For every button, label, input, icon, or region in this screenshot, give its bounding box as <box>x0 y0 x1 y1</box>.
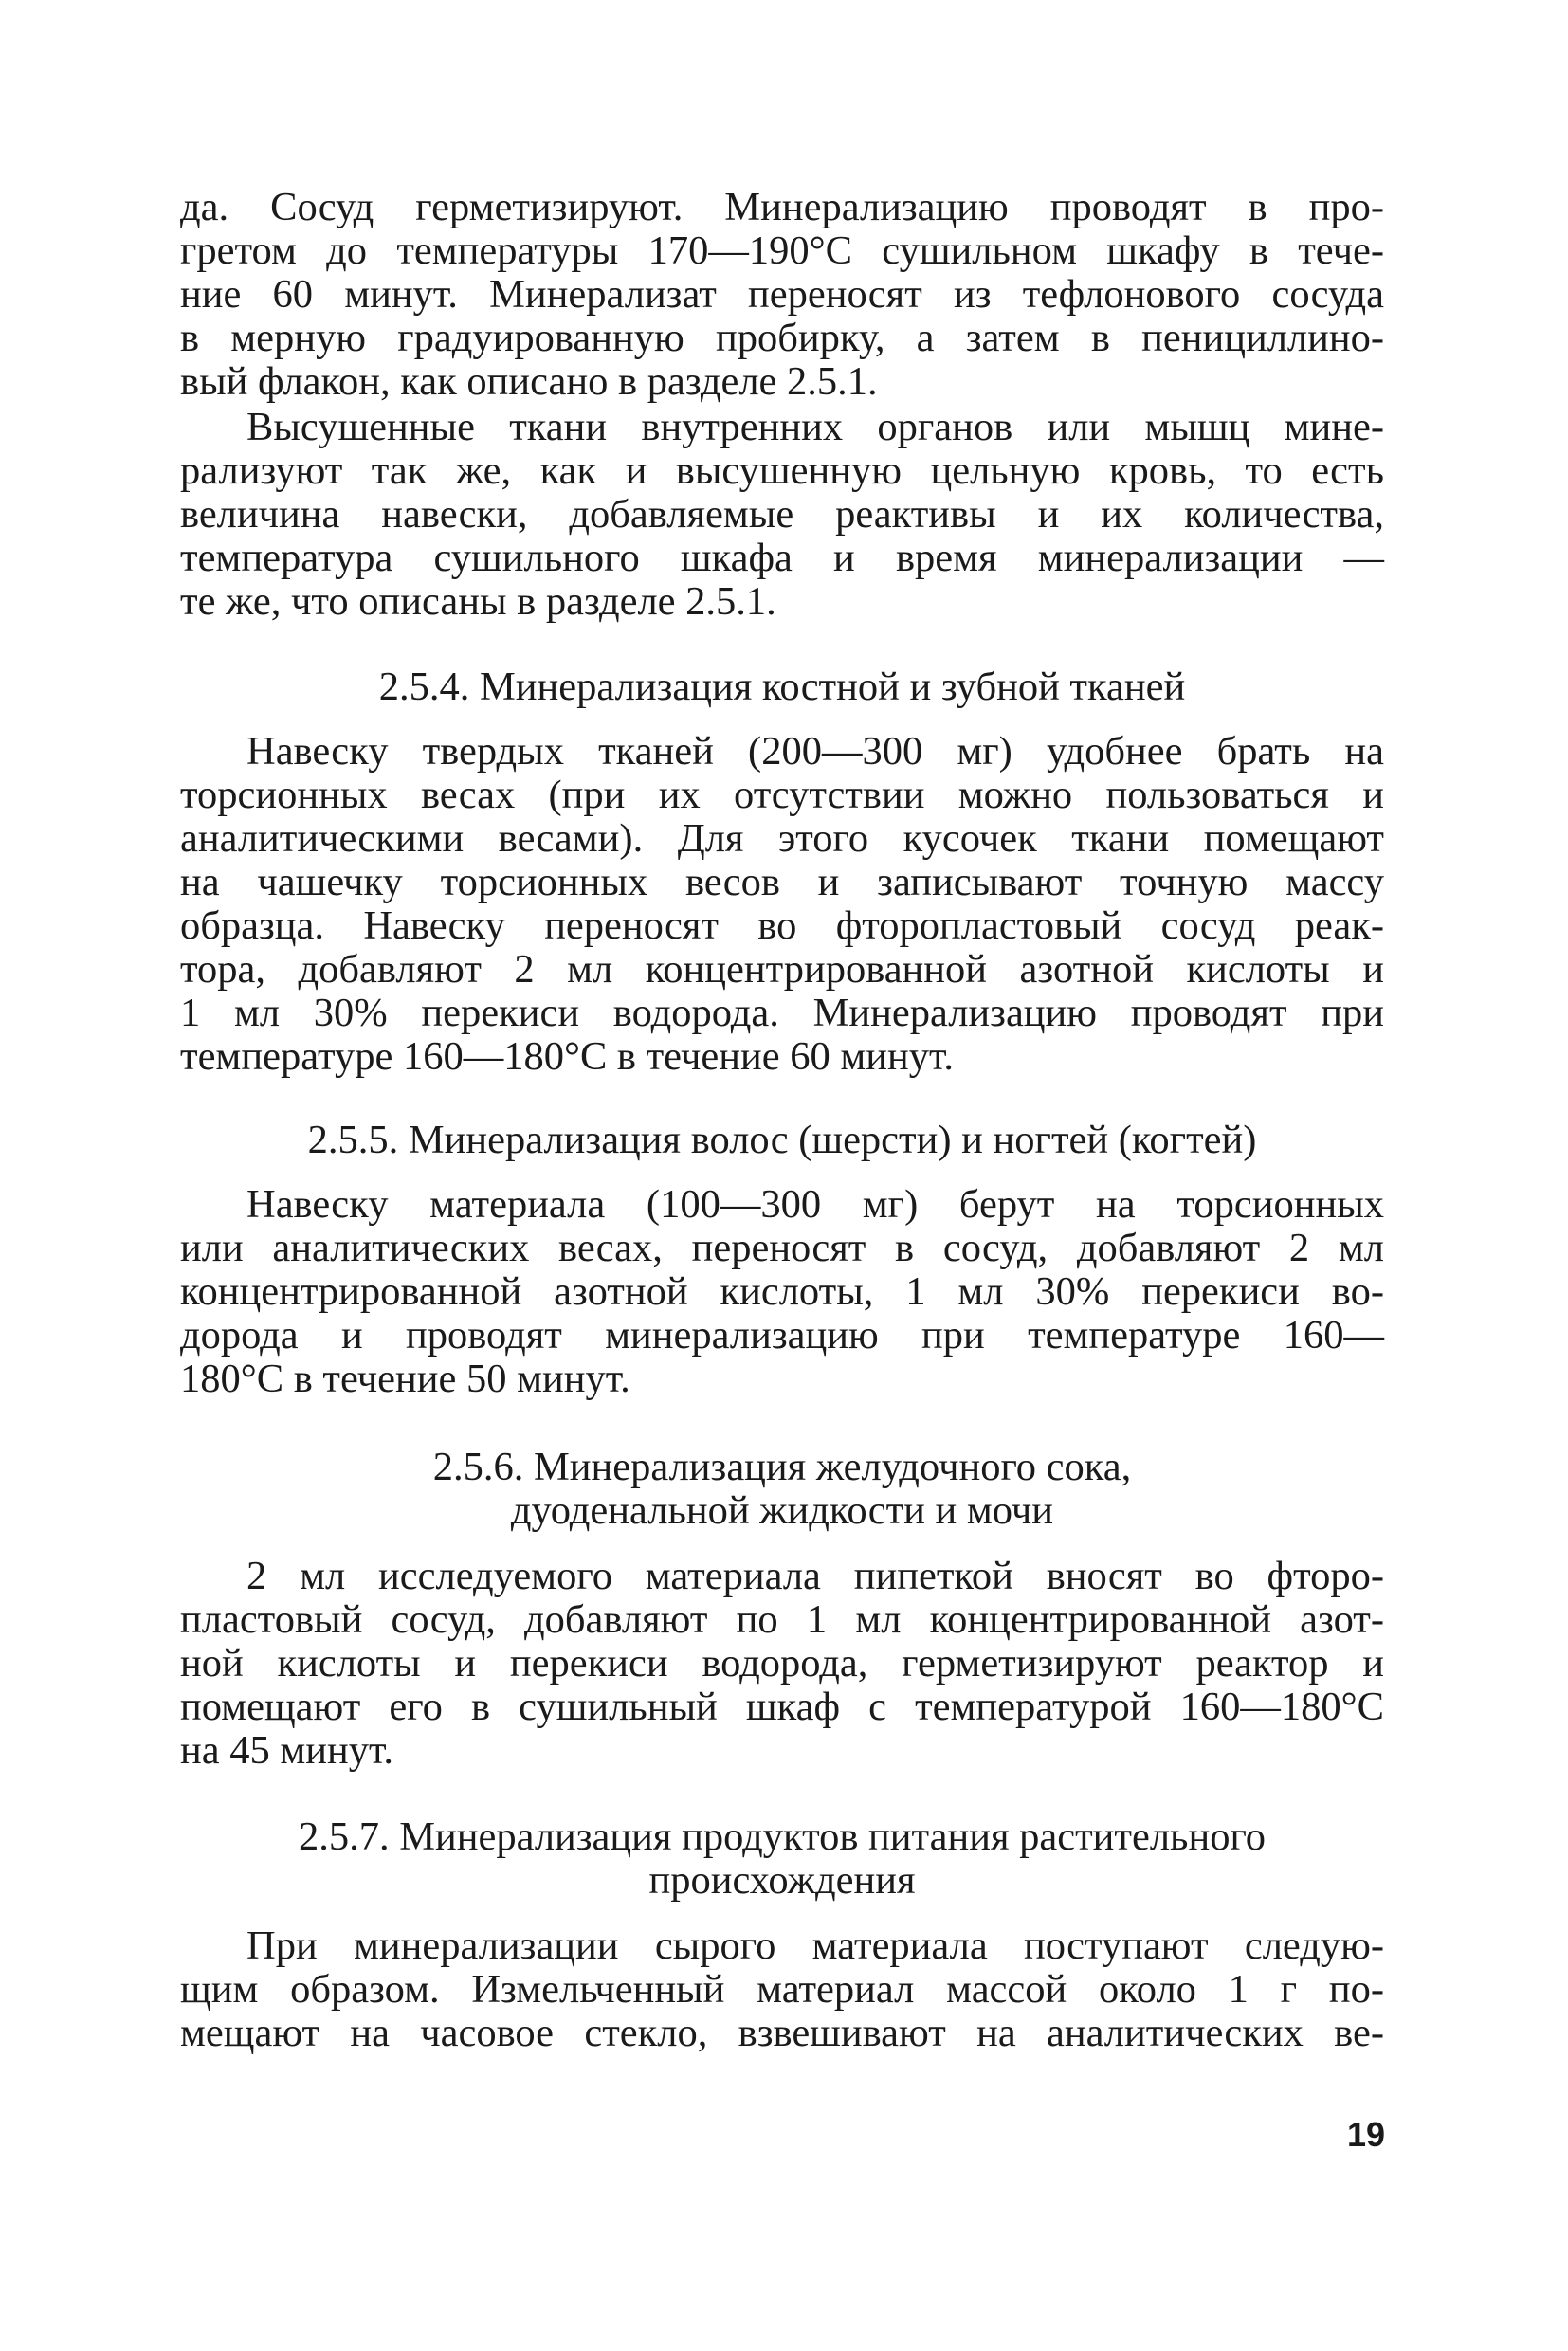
text-line: концентрированной азотной кислоты, 1 мл 30% перекиси во- <box>180 1269 1384 1314</box>
heading-line: 2.5.4. Минерализация костной и зубной тканей <box>378 665 1186 709</box>
text-line: ной кислоты и перекиси водорода, герметизируют реактор и <box>180 1641 1384 1686</box>
continuation-paragraph <box>180 186 1384 404</box>
text-line: да. Сосуд герметизируют. Минерализацию проводят в про- <box>180 185 1384 229</box>
text-line: пластовый сосуд, добавляют по 1 мл концентрированной азот- <box>180 1597 1384 1642</box>
text-line: гретом до температуры 170—190°С сушильном шкафу в тече- <box>180 228 1384 273</box>
section-heading-2-5-7 <box>180 1815 1384 1903</box>
text-line: на чашечку торсионных весов и записывают точную массу <box>180 860 1384 904</box>
text-line: в мерную градуированную пробирку, а затем в пенициллино- <box>180 316 1384 360</box>
text-line: 2 мл исследуемого материала пипеткой вносят во фторо- <box>246 1554 1384 1598</box>
page-number: 19 <box>1346 2115 1385 2154</box>
section-paragraph-2-5-7 <box>180 1924 1384 2055</box>
heading-line: происхождения <box>648 1858 916 1903</box>
text-line: 1 мл 30% перекиси водорода. Минерализацию проводят при <box>180 991 1384 1035</box>
text-line: температуре 160—180°С в течение 60 минут. <box>180 1034 954 1079</box>
text-line: мещают на часовое стекло, взвешивают на аналитических ве- <box>180 2011 1384 2055</box>
text-line: торсионных весах (при их отсутствии можно пользоваться и <box>180 773 1384 817</box>
section-heading-2-5-6 <box>180 1446 1384 1533</box>
heading-line: 2.5.7. Минерализация продуктов питания растительного <box>298 1814 1267 1859</box>
section-paragraph-2-5-5 <box>180 1183 1384 1401</box>
heading-line: 2.5.6. Минерализация желудочного сока, <box>432 1445 1132 1489</box>
section-heading-2-5-4 <box>180 665 1384 709</box>
text-line: вый флакон, как описано в разделе 2.5.1. <box>180 359 878 404</box>
text-line: ние 60 минут. Минерализат переносят из тефлонового сосуда <box>180 272 1384 317</box>
text-line: дорода и проводят минерализацию при температуре 160— <box>180 1313 1384 1358</box>
text-line: Навеску твердых тканей (200—300 мг) удобнее брать на <box>246 729 1384 774</box>
text-line: аналитическими весами). Для этого кусочек ткани помещают <box>180 816 1384 861</box>
tissues-paragraph <box>180 406 1384 624</box>
section-paragraph-2-5-4 <box>180 730 1384 1079</box>
text-line: температура сушильного шкафа и время минерализации — <box>180 536 1384 580</box>
text-line: величина навески, добавляемые реактивы и их количества, <box>180 492 1384 537</box>
text-line: те же, что описаны в разделе 2.5.1. <box>180 579 776 624</box>
text-line: на 45 минут. <box>180 1728 393 1773</box>
text-line: образца. Навеску переносят во фторопластовый сосуд реак- <box>180 903 1384 948</box>
text-line: щим образом. Измельченный материал массой около 1 г по- <box>180 1967 1384 2012</box>
heading-line: дуоденальной жидкости и мочи <box>510 1488 1054 1533</box>
text-line: При минерализации сырого материала поступают следую- <box>246 1923 1384 1968</box>
section-heading-2-5-5 <box>180 1119 1384 1162</box>
section-paragraph-2-5-6 <box>180 1555 1384 1773</box>
text-line: рализуют так же, как и высушенную цельную кровь, то есть <box>180 448 1384 493</box>
text-line: 180°С в течение 50 минут. <box>180 1357 630 1401</box>
text-line: Высушенные ткани внутренних органов или мышц мине- <box>246 405 1384 449</box>
text-line: или аналитических весах, переносят в сосуд, добавляют 2 мл <box>180 1226 1384 1270</box>
text-line: Навеску материала (100—300 мг) берут на торсионных <box>246 1182 1384 1227</box>
text-line: помещают его в сушильный шкаф с температурой 160—180°С <box>180 1685 1384 1729</box>
heading-line: 2.5.5. Минерализация волос (шерсти) и ногтей (когтей) <box>307 1118 1257 1162</box>
text-line: тора, добавляют 2 мл концентрированной азотной кислоты и <box>180 947 1384 992</box>
